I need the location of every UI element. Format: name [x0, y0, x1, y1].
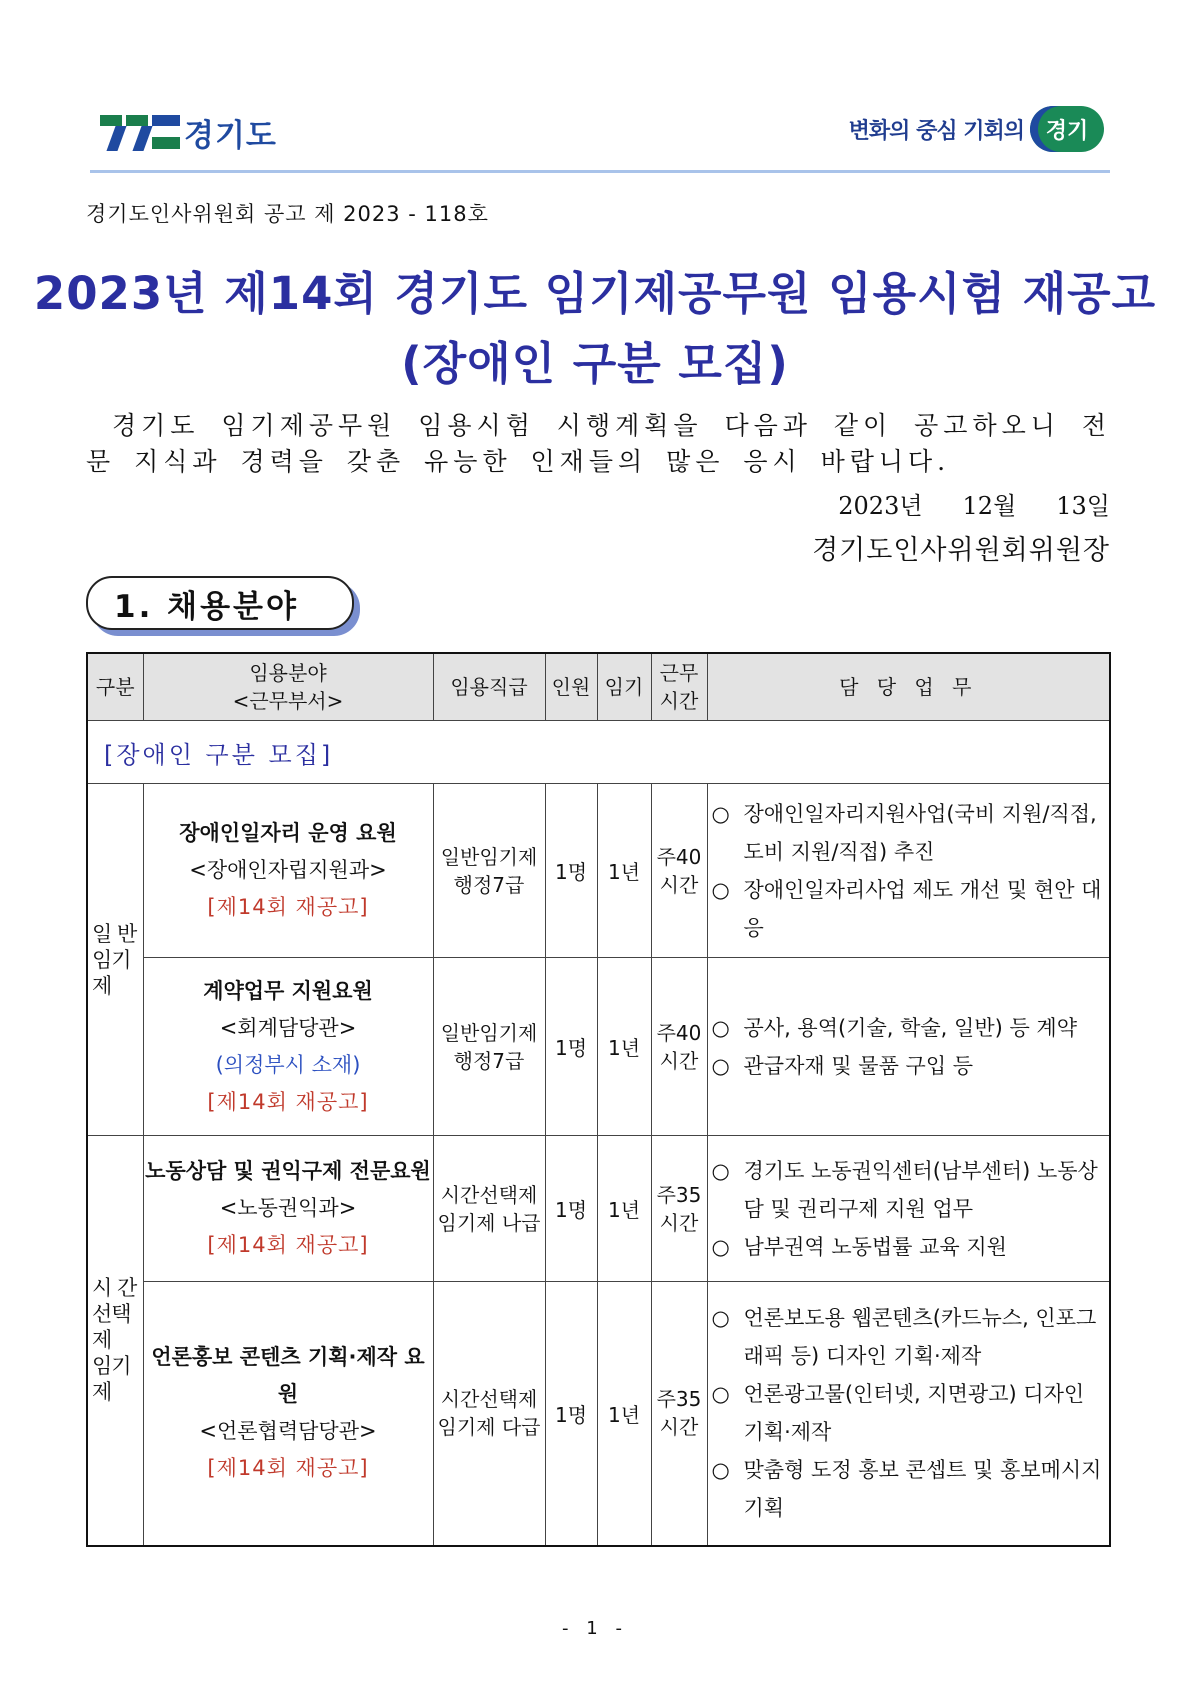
hours-line1: 주40	[656, 844, 702, 869]
signer: 경기도인사위원회위원장	[812, 535, 1110, 566]
hours-line2: 시간	[659, 1048, 699, 1073]
field-title: 계약업무 지원요원	[203, 978, 373, 1003]
slogan-logo	[849, 106, 1104, 152]
page-title-line1: 2023년 제14회 경기도 임기제공무원 임용시험 재공고	[33, 267, 1157, 320]
term-cell: 1년	[597, 1282, 651, 1546]
grade-line1: 시간선택제	[440, 1182, 538, 1207]
group-label-line2: 임기제	[92, 947, 131, 998]
header-term: 임기	[597, 653, 651, 721]
hours-line2: 시간	[659, 872, 699, 897]
table-header-row	[87, 653, 1110, 721]
intro-paragraph: 경기도 임기제공무원 임용시험 시행계획을 다음과 같이 공고하오니 전문 지식과 경력을 갖춘 유능한 인재들의 많은 응시 바랍니다.	[86, 411, 1111, 476]
field-dept: <언론협력담당관>	[199, 1419, 377, 1444]
grade-cell	[433, 1136, 545, 1282]
headcount-cell: 1명	[545, 958, 597, 1136]
table-row	[87, 1282, 1110, 1546]
headcount-cell: 1명	[545, 1282, 597, 1546]
header-hours	[651, 653, 707, 721]
duties-cell	[707, 958, 1110, 1136]
duties-cell	[707, 1136, 1110, 1282]
grade-line2: 행정7급	[453, 1048, 525, 1073]
header-category: 구분	[87, 653, 143, 721]
category-row	[87, 721, 1110, 784]
header-field-line2: <근무부서>	[232, 689, 344, 713]
grade-cell	[433, 958, 545, 1136]
notice-number: 경기도인사위원회 공고 제 2023 - 118호	[86, 202, 489, 226]
org-logo-text: 경기도	[184, 118, 277, 154]
duty-item: ○ 공사, 용역(기술, 학술, 일반) 등 계약	[712, 1009, 1108, 1047]
recruitment-table	[86, 652, 1111, 1547]
header-headcount: 인원	[545, 653, 597, 721]
duty-item: ○ 경기도 노동권익센터(남부센터) 노동상담 및 권리구제 지원 업무	[712, 1152, 1108, 1228]
table-row	[87, 958, 1110, 1136]
field-tag: [제14회 재공고]	[207, 1233, 369, 1257]
date-month: 12월	[962, 492, 1017, 520]
field-title: 언론홍보 콘텐츠 기획·제작 요원	[151, 1345, 425, 1407]
field-tag: [제14회 재공고]	[207, 895, 369, 919]
duties-cell	[707, 784, 1110, 958]
field-cell	[143, 1282, 433, 1546]
hours-cell	[651, 1136, 707, 1282]
notice-date	[838, 486, 1110, 521]
field-location: (의정부시 소재)	[215, 1052, 361, 1077]
grade-line2: 임기제 나급	[437, 1210, 541, 1235]
duty-item: ○ 장애인일자리지원사업(국비 지원/직접, 도비 지원/직접) 추진	[712, 795, 1108, 871]
grade-line2: 행정7급	[453, 872, 525, 897]
section-heading-text: 1. 채용분야	[114, 588, 299, 625]
field-cell	[143, 1136, 433, 1282]
grade-line1: 시간선택제	[440, 1387, 538, 1412]
field-tag: [제14회 재공고]	[207, 1089, 369, 1114]
term-cell: 1년	[597, 958, 651, 1136]
date-year: 2023년	[838, 492, 923, 520]
headcount-cell: 1명	[545, 1136, 597, 1282]
hours-line1: 주35	[656, 1182, 702, 1207]
duty-item: ○ 언론광고물(인터넷, 지면광고) 디자인 기획·제작	[712, 1375, 1108, 1451]
grade-line2: 임기제 다급	[437, 1415, 541, 1440]
section-heading	[86, 576, 354, 630]
header-field-line1: 임용분야	[249, 661, 327, 685]
table-row	[87, 784, 1110, 958]
header-grade: 임용직급	[433, 653, 545, 721]
category-label: [장애인 구분 모집]	[87, 721, 1110, 784]
hours-cell	[651, 1282, 707, 1546]
field-tag: [제14회 재공고]	[207, 1456, 369, 1481]
duty-item: ○ 관급자재 및 물품 구입 등	[712, 1047, 1108, 1085]
field-title: 노동상담 및 권익구제 전문요원	[145, 1159, 431, 1183]
group-label-general	[87, 784, 143, 1136]
hours-line2: 시간	[659, 1415, 699, 1440]
duty-item: ○ 남부권역 노동법률 교육 지원	[712, 1228, 1108, 1266]
duty-item: ○ 장애인일자리사업 제도 개선 및 현안 대응	[712, 871, 1108, 947]
field-dept: <장애인자립지원과>	[189, 858, 387, 882]
hours-line2: 시간	[659, 1210, 699, 1235]
page-title-line2: (장애인 구분 모집)	[401, 337, 789, 390]
header-hours-line1: 근무	[659, 661, 699, 685]
header-duties: 담 당 업 무	[707, 653, 1110, 721]
term-cell: 1년	[597, 784, 651, 958]
duty-item: ○ 맞춤형 도정 홍보 콘셉트 및 홍보메시지 기획	[712, 1451, 1108, 1527]
duties-cell	[707, 1282, 1110, 1546]
header-divider	[90, 170, 1110, 173]
group-label-line1: 시 간	[92, 1276, 137, 1301]
page-number: - 1 -	[562, 1618, 628, 1639]
header-hours-line2: 시간	[659, 689, 699, 713]
gyeonggi-symbol-icon	[100, 115, 174, 151]
slogan-badge: 경기	[1030, 106, 1104, 152]
grade-line1: 일반임기제	[440, 1020, 538, 1045]
header-field	[143, 653, 433, 721]
group-label-line2: 선택제	[92, 1302, 131, 1353]
group-label-line1: 일 반	[92, 921, 137, 946]
field-dept: <노동권익과>	[219, 1196, 357, 1220]
gyeonggi-logo	[100, 110, 277, 155]
grade-cell	[433, 784, 545, 958]
date-day: 13일	[1056, 492, 1110, 520]
slogan-text: 변화의 중심 기회의	[848, 118, 1024, 144]
duty-item: ○ 언론보도용 웹콘텐츠(카드뉴스, 인포그래픽 등) 디자인 기획·제작	[712, 1299, 1108, 1375]
field-cell	[143, 958, 433, 1136]
field-dept: <회계담당관>	[219, 1015, 357, 1040]
term-cell: 1년	[597, 1136, 651, 1282]
hours-cell	[651, 784, 707, 958]
grade-line1: 일반임기제	[440, 844, 538, 869]
group-label-flexible	[87, 1136, 143, 1546]
field-cell	[143, 784, 433, 958]
headcount-cell: 1명	[545, 784, 597, 958]
group-label-line3: 임기제	[92, 1354, 131, 1405]
hours-cell	[651, 958, 707, 1136]
table-row	[87, 1136, 1110, 1282]
hours-line1: 주35	[656, 1387, 702, 1412]
hours-line1: 주40	[656, 1020, 702, 1045]
field-title: 장애인일자리 운영 요원	[179, 821, 397, 845]
grade-cell	[433, 1282, 545, 1546]
